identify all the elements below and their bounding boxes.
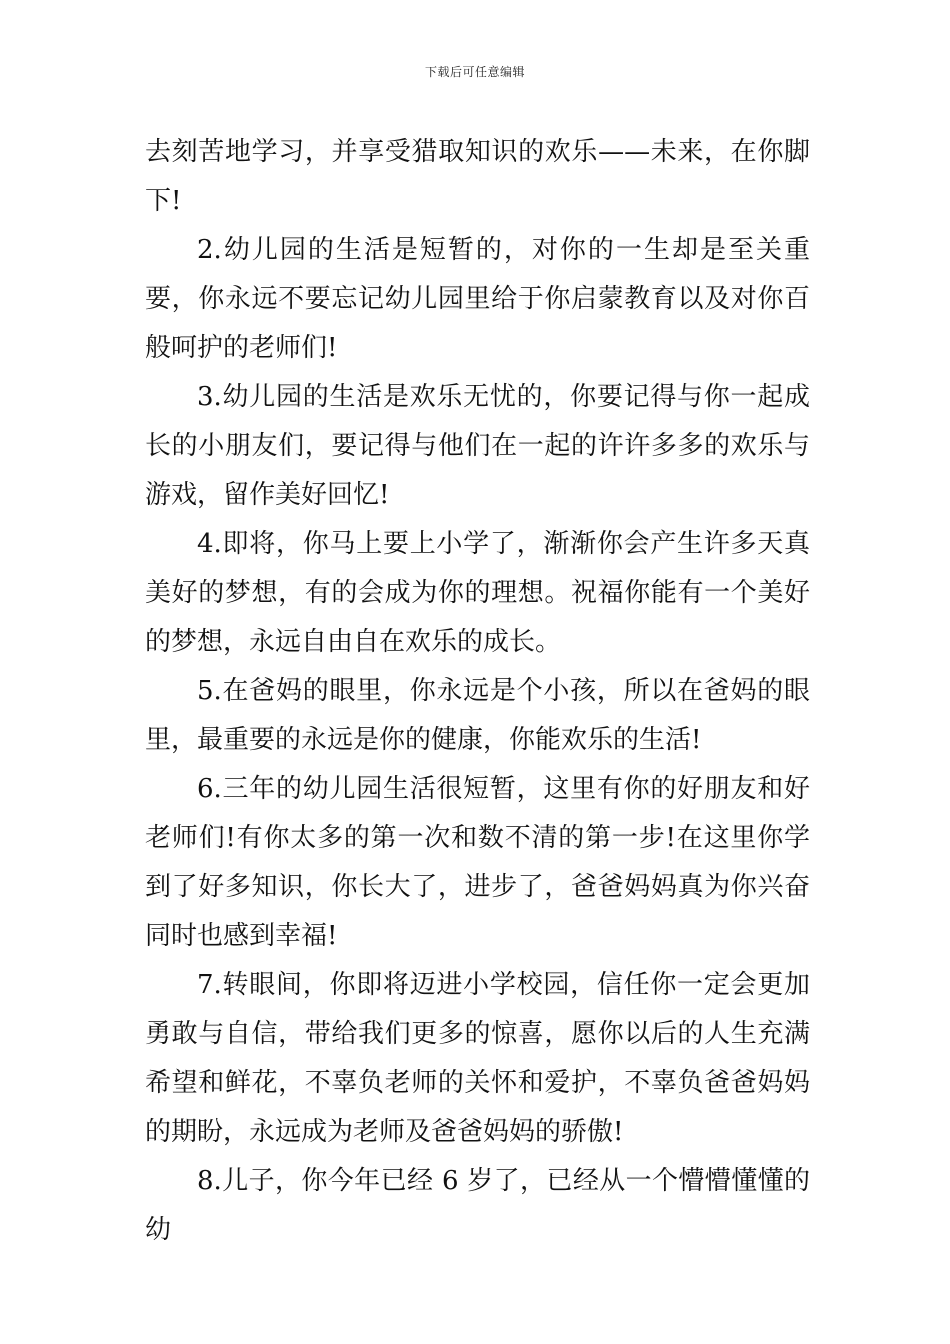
- page-header: 下载后可任意编辑: [424, 65, 525, 79]
- paragraph-item-3: 3.幼儿园的生活是欢乐无忧的，你要记得与你一起成长的小朋友们，要记得与他们在一起的许许多多的欢乐与游戏，留作美好回忆!: [145, 382, 810, 510]
- paragraph-item-8: 8.儿子，你今年已经 6 岁了，已经从一个懵懵懂懂的幼: [145, 1166, 810, 1245]
- paragraph-item-4: 4.即将，你马上要上小学了，渐渐你会产生许多天真美好的梦想，有的会成为你的理想。祝福你能有一个美好的梦想，永远自由自在欢乐的成长。: [145, 529, 810, 657]
- paragraph-item-2: 2.幼儿园的生活是短暂的，对你的一生却是至关重要，你永远不要忘记幼儿园里给于你启蒙教育以及对你百般呵护的老师们!: [145, 235, 810, 363]
- paragraph-continuation: 去刻苦地学习，并享受猎取知识的欢乐——未来，在你脚下!: [145, 137, 810, 216]
- paragraph-item-7: 7.转眼间，你即将迈进小学校园，信任你一定会更加勇敢与自信，带给我们更多的惊喜，愿你以后的人生充满希望和鲜花，不辜负老师的关怀和爱护，不辜负爸爸妈妈的期盼，永远成为老师及爸爸妈妈的骄傲!: [145, 970, 810, 1147]
- paragraph-item-6: 6.三年的幼儿园生活很短暂，这里有你的好朋友和好老师们!有你太多的第一次和数不清的第一步!在这里你学到了好多知识，你长大了，进步了，爸爸妈妈真为你兴奋同时也感到幸福!: [145, 774, 810, 951]
- document-body: [145, 128, 810, 1255]
- paragraph-item-5: 5.在爸妈的眼里，你永远是个小孩，所以在爸妈的眼里，最重要的永远是你的健康，你能欢乐的生活!: [145, 676, 810, 755]
